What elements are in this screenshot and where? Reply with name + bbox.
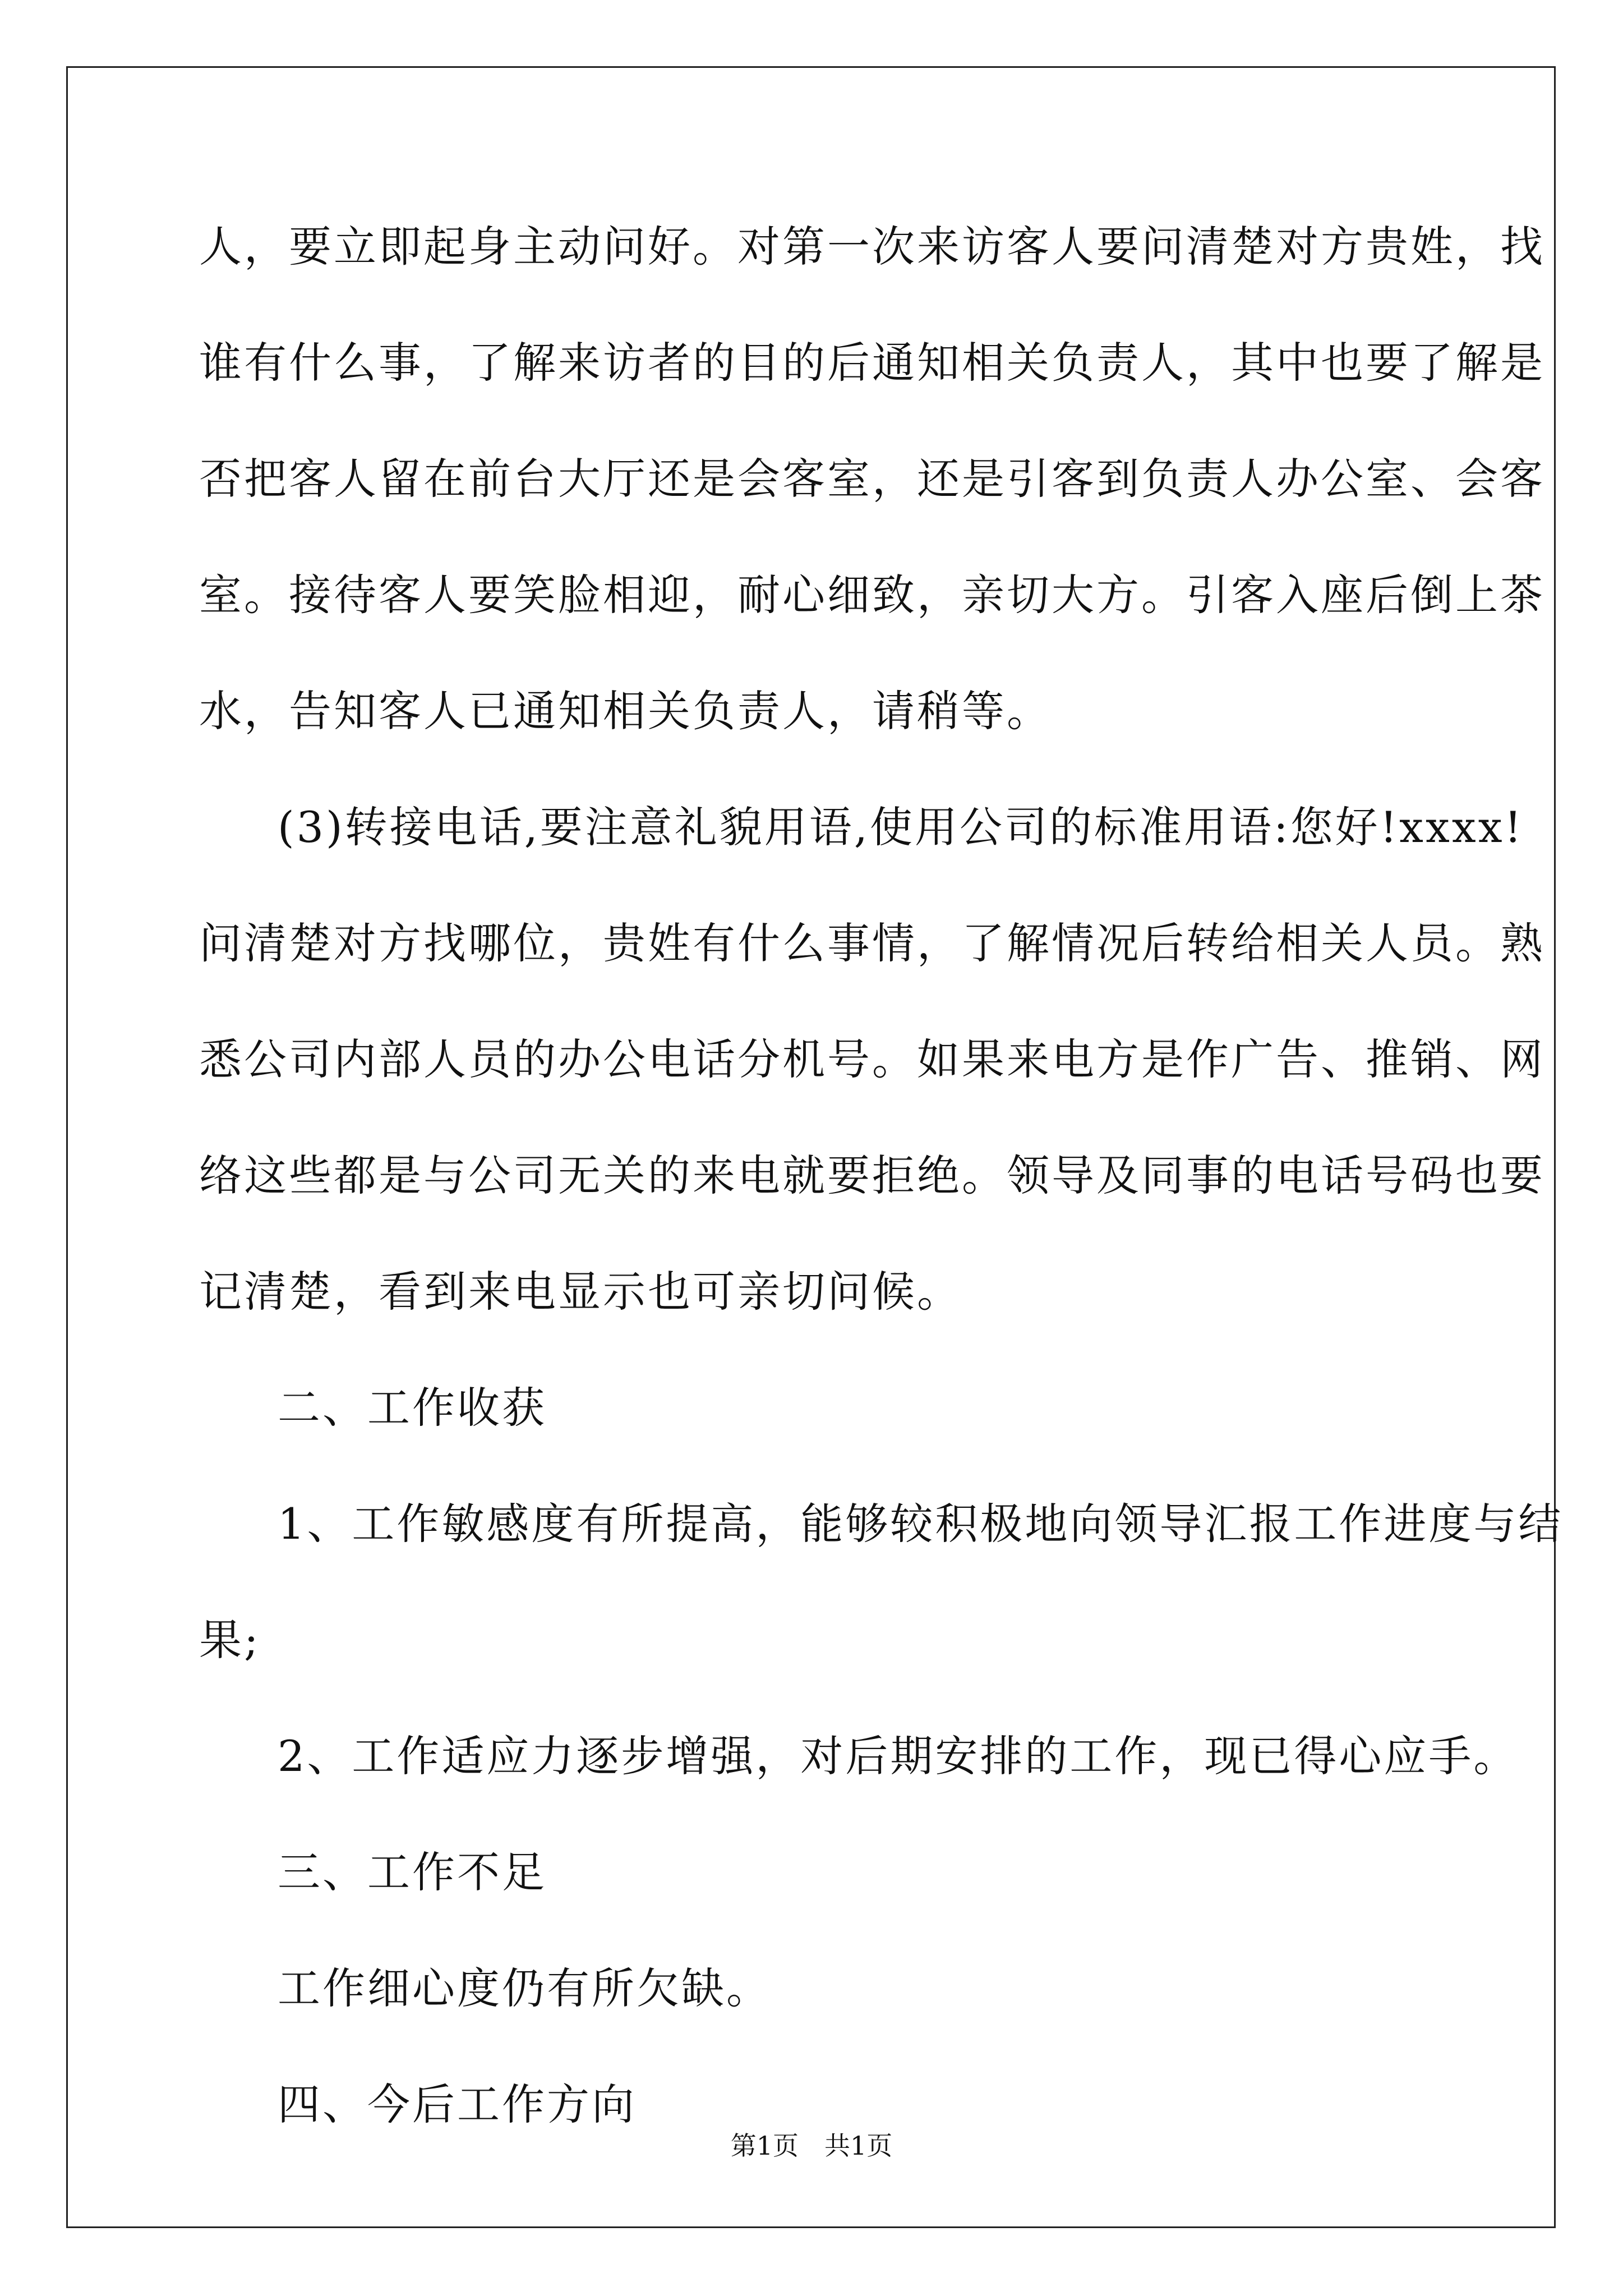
section-heading: 三、工作不足 <box>278 1847 547 1897</box>
text-line: 悉公司内部人员的办公电话分机号。如果来电方是作广告、推销、网 <box>199 1034 1545 1084</box>
text-line: 问清楚对方找哪位，贵姓有什么事情，了解情况后转给相关人员。熟 <box>199 918 1545 968</box>
text-line: 室。接待客人要笑脸相迎，耐心细致，亲切大方。引客入座后倒上茶 <box>199 570 1545 620</box>
text-line: 工作细心度仍有所欠缺。 <box>278 1963 771 2013</box>
section-heading: 二、工作收获 <box>278 1383 547 1433</box>
text-line: (3)转接电话,要注意礼貌用语,使用公司的标准用语:您好!xxxx! <box>278 802 1524 852</box>
text-line: 水，告知客人已通知相关负责人，请稍等。 <box>199 686 1052 736</box>
page-footer: 第1页 共1页 <box>730 2131 893 2161</box>
text-line: 络这些都是与公司无关的来电就要拒绝。领导及同事的电话号码也要 <box>199 1151 1545 1200</box>
text-line: 果; <box>199 1615 261 1665</box>
text-line: 记清楚，看到来电显示也可亲切问候。 <box>199 1267 962 1317</box>
text-line: 2、工作适应力逐步增强，对后期安排的工作，现已得心应手。 <box>278 1731 1519 1781</box>
section-heading: 四、今后工作方向 <box>278 2079 637 2129</box>
text-line: 人，要立即起身主动问好。对第一次来访客人要问清楚对方贵姓，找 <box>199 222 1545 272</box>
text-line: 否把客人留在前台大厅还是会客室，还是引客到负责人办公室、会客 <box>199 454 1545 504</box>
text-line: 1、工作敏感度有所提高，能够较积极地向领导汇报工作进度与结 <box>278 1499 1564 1549</box>
text-line: 谁有什么事，了解来访者的目的后通知相关负责人，其中也要了解是 <box>199 338 1545 388</box>
